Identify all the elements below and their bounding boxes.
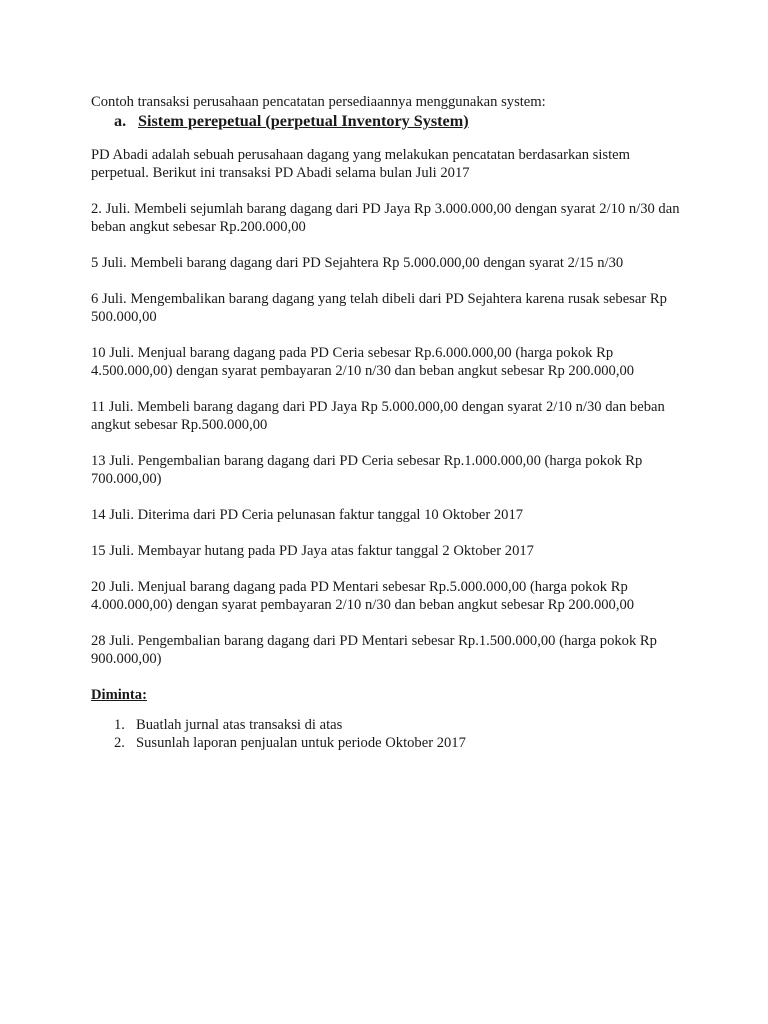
task-text: Buatlah jurnal atas transaksi di atas [136, 717, 343, 733]
transaction-item: 11 Juli. Membeli barang dagang dari PD Jaya Rp 5.000.000,00 dengan syarat 2/10 n/30 dan beban angkut sebesar Rp.500.000,00 [91, 399, 665, 433]
transaction-item: 13 Juli. Pengembalian barang dagang dari PD Ceria sebesar Rp.1.000.000,00 (harga pokok Rp 700.000,00) [91, 453, 643, 487]
task-item [114, 734, 691, 752]
company-paragraph: PD Abadi adalah sebuah perusahaan dagang yang melakukan pencatatan berdasarkan sistem perpetual. Berikut ini transaksi PD Abadi selama bulan Juli 2017 [91, 147, 630, 181]
transaction-list [91, 200, 691, 668]
transaction-item: 6 Juli. Mengembalikan barang dagang yang telah dibeli dari PD Sejahtera karena rusak sebesar Rp 500.000,00 [91, 291, 667, 325]
transaction-item: 10 Juli. Menjual barang dagang pada PD Ceria sebesar Rp.6.000.000,00 (harga pokok Rp 4.500.000,00) dengan syarat pembayaran 2/10 n/30 dan beban angkut sebesar Rp 200.000,00 [91, 345, 635, 379]
transaction-item: 14 Juli. Diterima dari PD Ceria pelunasan faktur tanggal 10 Oktober 2017 [91, 507, 524, 523]
transaction-item: 5 Juli. Membeli barang dagang dari PD Sejahtera Rp 5.000.000,00 dengan syarat 2/15 n/30 [91, 255, 624, 271]
transaction-item: 15 Juli. Membayar hutang pada PD Jaya atas faktur tanggal 2 Oktober 2017 [91, 543, 534, 559]
task-number: 2. [114, 735, 125, 751]
task-item [114, 716, 691, 734]
task-list [91, 716, 691, 752]
task-number: 1. [114, 717, 125, 733]
transaction-item: 20 Juli. Menjual barang dagang pada PD Mentari sebesar Rp.5.000.000,00 (harga pokok Rp 4.000.000,00) dengan syarat pembayaran 2/10 n/30 dan beban angkut sebesar Rp 200.000,00 [91, 579, 635, 613]
document-page [91, 93, 691, 752]
section-marker: a. [114, 112, 127, 130]
transaction-item: 2. Juli. Membeli sejumlah barang dagang dari PD Jaya Rp 3.000.000,00 dengan syarat 2/10 n/30 dan beban angkut sebesar Rp.200.000,00 [91, 201, 680, 235]
intro-text: Contoh transaksi perusahaan pencatatan persediaannya menggunakan system: [91, 94, 546, 110]
transaction-item: 28 Juli. Pengembalian barang dagang dari PD Mentari sebesar Rp.1.500.000,00 (harga pokok Rp 900.000,00) [91, 633, 657, 667]
section-title: Sistem perepetual (perpetual Inventory System) [138, 112, 469, 130]
task-text: Susunlah laporan penjualan untuk periode Oktober 2017 [136, 735, 466, 751]
section-heading [114, 112, 691, 130]
diminta-heading: Diminta: [91, 687, 147, 703]
